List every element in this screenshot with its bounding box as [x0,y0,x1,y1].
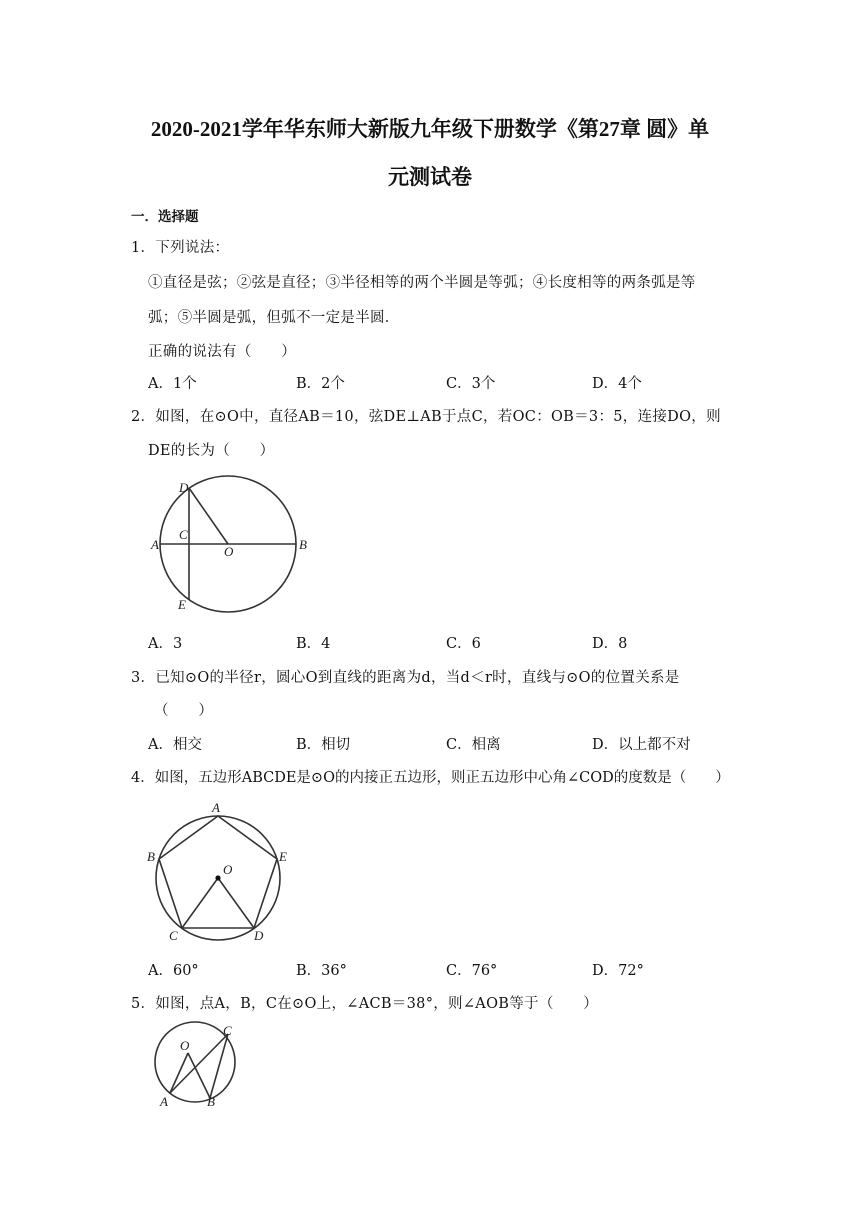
section-heading: 一．选择题 [131,209,199,225]
q4-label-c: C [169,928,178,942]
q4-label-e: E [279,849,287,864]
q1-line2: ①直径是弦；②弦是直径；③半径相等的两个半圆是等弧；④长度相等的两条弧是等 [148,275,696,291]
q5-label-o: O [180,1038,190,1053]
q3-line2: （ ） [154,703,214,719]
q5-segment-ob [188,1053,210,1098]
q2-label-e: E [178,597,186,612]
q5-label-b: B [207,1094,215,1108]
q2-option-c: C．6 [446,636,481,652]
q4-segment-od [218,878,254,928]
q1-stem: 1．下列说法： [131,240,230,256]
q4-label-a: A [212,800,220,815]
q2-line2: DE的长为（ ） [148,443,275,459]
q2-line1: 2．如图，在⊙O中，直径AB＝10，弦DE⊥AB于点C，若OC：OB＝3：5，连接DO，则 [131,409,721,425]
q3-option-b: B．相切 [296,737,351,753]
q4-label-b: B [147,849,155,864]
q2-label-b: B [299,537,307,552]
q2-label-o: O [224,544,234,559]
q3-line1: 3．已知⊙O的半径r，圆心O到直线的距离为d，当d＜r时，直线与⊙O的位置关系是 [131,670,680,686]
q3-option-a: A．相交 [148,737,202,753]
q3-option-c: C．相离 [446,737,501,753]
q5-segment-ao [170,1053,188,1093]
page-title-line2: 元测试卷 [388,165,472,189]
page-title-line1: 2020-2021学年华东师大新版九年级下册数学《第27章 圆》单 [150,117,710,141]
q4-segment-oc [182,878,218,928]
q3-option-d: D．以上都不对 [592,737,691,753]
q5-label-a: A [160,1094,168,1108]
q5-label-c: C [223,1023,232,1038]
q2-circle-figure [148,472,318,614]
q2-option-d: D．8 [592,636,628,652]
q4-option-b: B．36° [296,963,347,979]
q4-option-c: C．76° [446,963,498,979]
q4-option-a: A．60° [148,963,199,979]
q1-line3: 弧；⑤半圆是弧，但弧不一定是半圆． [148,310,400,326]
q2-option-a: A．3 [148,636,183,652]
q5-circle-figure [150,1020,244,1108]
q4-label-o: O [223,862,233,877]
q2-label-c: C [179,527,188,542]
q2-label-d: D [179,480,189,495]
q1-line4: 正确的说法有（ ） [148,344,296,360]
q1-option-d: D．4个 [592,376,642,392]
q4-center-dot [215,875,220,880]
q1-option-b: B．2个 [296,376,345,392]
q5-line1: 5．如图，点A，B，C在⊙O上，∠ACB＝38°，则∠AOB等于（ ） [131,996,599,1012]
q4-pentagon-figure [143,796,295,942]
q2-label-a: A [151,537,159,552]
q4-label-d: D [254,928,264,942]
q2-option-b: B．4 [296,636,331,652]
q1-option-a: A．1个 [148,376,197,392]
q4-line1: 4．如图，五边形ABCDE是⊙O的内接正五边形，则正五边形中心角∠COD的度数是（ ） [131,770,730,786]
q4-option-d: D．72° [592,963,644,979]
q2-segment-do [189,488,228,544]
q1-option-c: C．3个 [446,376,496,392]
